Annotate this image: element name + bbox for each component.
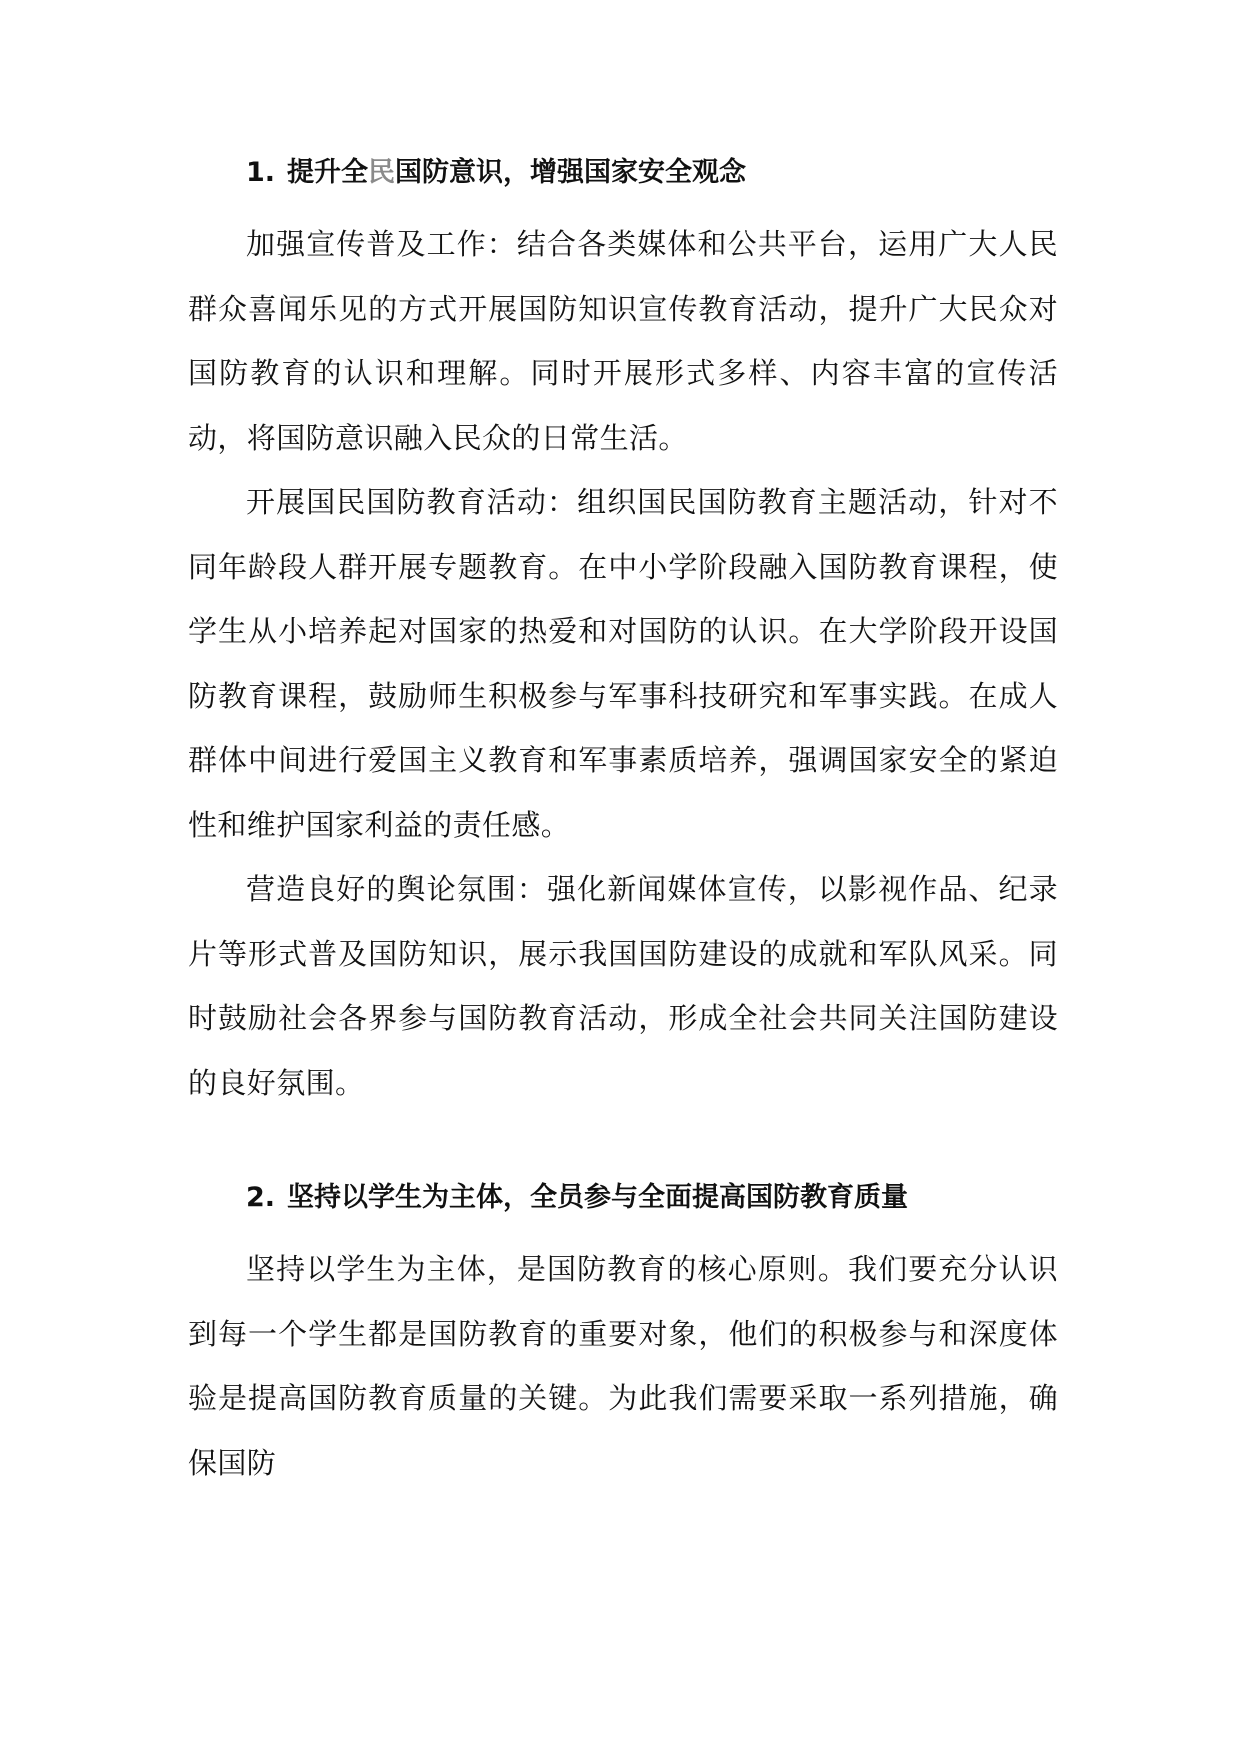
section-heading-1: [188, 142, 1058, 204]
paragraph-public-opinion: 营造良好的舆论氛围：强化新闻媒体宣传，以影视作品、纪录片等形式普及国防知识，展示我国国防建设的成就和军队风采。同时鼓励社会各界参与国防教育活动，形成全社会共同关注国防建设的良好氛围。: [188, 872, 1058, 1100]
section-title-1-part-a: 提升全: [287, 157, 369, 188]
section-number-2: 2.: [246, 1182, 276, 1213]
paragraph-publicity: 加强宣传普及工作：结合各类媒体和公共平台，运用广大人民群众喜闻乐见的方式开展国防知识宣传教育活动，提升广大民众对国防教育的认识和理解。同时开展形式多样、内容丰富的宣传活动，将国防意识融入民众的日常生活。: [188, 227, 1058, 455]
section-title-1-part-b: 国防意识，增强国家安全观念: [395, 157, 747, 188]
section-number-1: 1.: [246, 157, 276, 188]
section-title-2: 坚持以学生为主体，全员参与全面提高国防教育质量: [287, 1182, 909, 1213]
paragraph-student-centered: 坚持以学生为主体，是国防教育的核心原则。我们要充分认识到每一个学生都是国防教育的重要对象，他们的积极参与和深度体验是提高国防教育质量的关键。为此我们需要采取一系列措施，确保国防: [188, 1252, 1058, 1480]
section-title-1-dim-char: 民: [368, 157, 396, 188]
paragraph-education-activities: 开展国民国防教育活动：组织国民国防教育主题活动，针对不同年龄段人群开展专题教育。在中小学阶段融入国防教育课程，使学生从小培养起对国家的热爱和对国防的认识。在大学阶段开设国防教育课程，鼓励师生积极参与军事科技研究和军事实践。在成人群体中间进行爱国主义教育和军事素质培养，强调国家安全的紧迫性和维护国家利益的责任感。: [188, 485, 1058, 842]
document-body: [188, 142, 1058, 1495]
section-heading-2: [188, 1167, 1058, 1229]
